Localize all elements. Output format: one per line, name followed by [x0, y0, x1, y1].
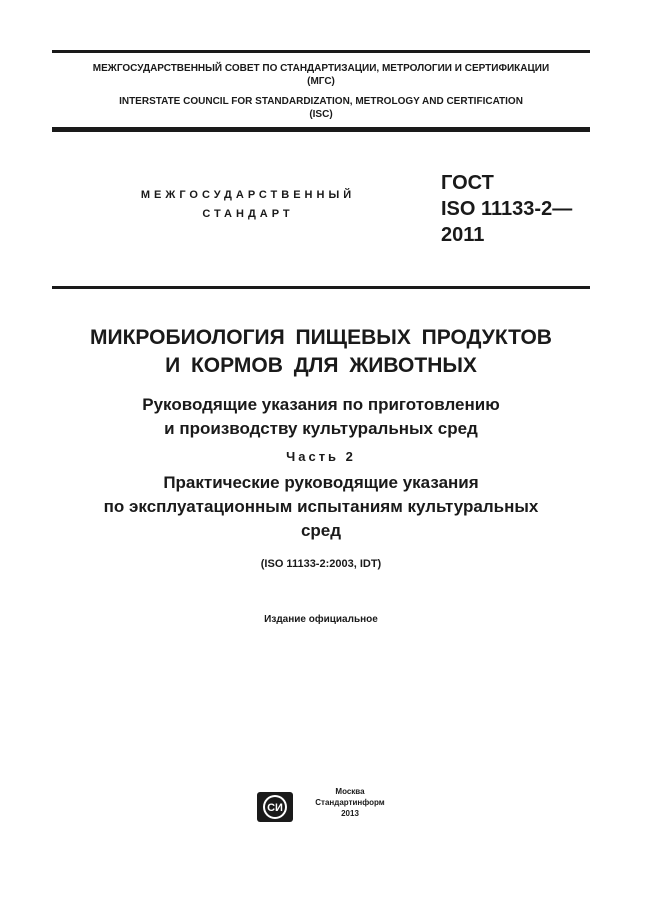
publisher-imprint — [300, 786, 400, 819]
edition-note: Издание официальное — [264, 614, 378, 625]
part-label: Часть 2 — [286, 449, 356, 464]
document-subtitle — [52, 393, 590, 441]
publisher-logo-icon — [256, 791, 294, 823]
iso-reference: (ISO 11133-2:2003, IDT) — [260, 558, 382, 570]
part-title — [52, 471, 590, 543]
header-rule — [52, 127, 590, 132]
title-sub-line1: Руководящие указания по приготовлению — [142, 395, 500, 414]
publisher-city: Москва — [335, 787, 365, 796]
council-ru-abbr: (МГС) — [307, 76, 335, 87]
standard-designation — [441, 170, 572, 248]
document-title — [52, 324, 590, 380]
top-rule — [52, 50, 590, 53]
designation-line2: ISO 11133-2— — [441, 198, 573, 220]
part-title-line1: Практические руководящие указания — [163, 473, 479, 492]
title-sub-line2: и производству культуральных сред — [164, 419, 478, 438]
council-ru-text: МЕЖГОСУДАРСТВЕННЫЙ СОВЕТ ПО СТАНДАРТИЗАЦИИ, МЕТРОЛОГИИ И СЕРТИФИКАЦИИ — [92, 63, 550, 74]
council-name-en — [52, 95, 590, 121]
designation-line1: ГОСТ — [441, 172, 494, 194]
publisher-name: Стандартинформ — [315, 798, 385, 807]
council-name-ru — [52, 62, 590, 88]
designation-line3: 2011 — [441, 224, 485, 246]
standard-kind-line1: МЕЖГОСУДАРСТВЕННЫЙ — [140, 189, 356, 201]
part-title-line2: по эксплуатационным испытаниям культуральных — [103, 497, 539, 516]
standard-kind — [120, 186, 376, 224]
title-main-line1: МИКРОБИОЛОГИЯ ПИЩЕВЫХ ПРОДУКТОВ — [90, 326, 552, 349]
council-en-text: INTERSTATE COUNCIL FOR STANDARDIZATION, METROLOGY AND CERTIFICATION — [119, 96, 523, 107]
designation-rule — [52, 286, 590, 289]
title-main-line2: И КОРМОВ ДЛЯ ЖИВОТНЫХ — [165, 354, 477, 377]
council-en-abbr: (ISC) — [309, 109, 333, 120]
standard-kind-line2: СТАНДАРТ — [202, 208, 294, 220]
part-title-line3: сред — [300, 521, 342, 540]
publisher-year: 2013 — [341, 809, 359, 818]
publisher-logo-text: СИ — [267, 802, 283, 814]
